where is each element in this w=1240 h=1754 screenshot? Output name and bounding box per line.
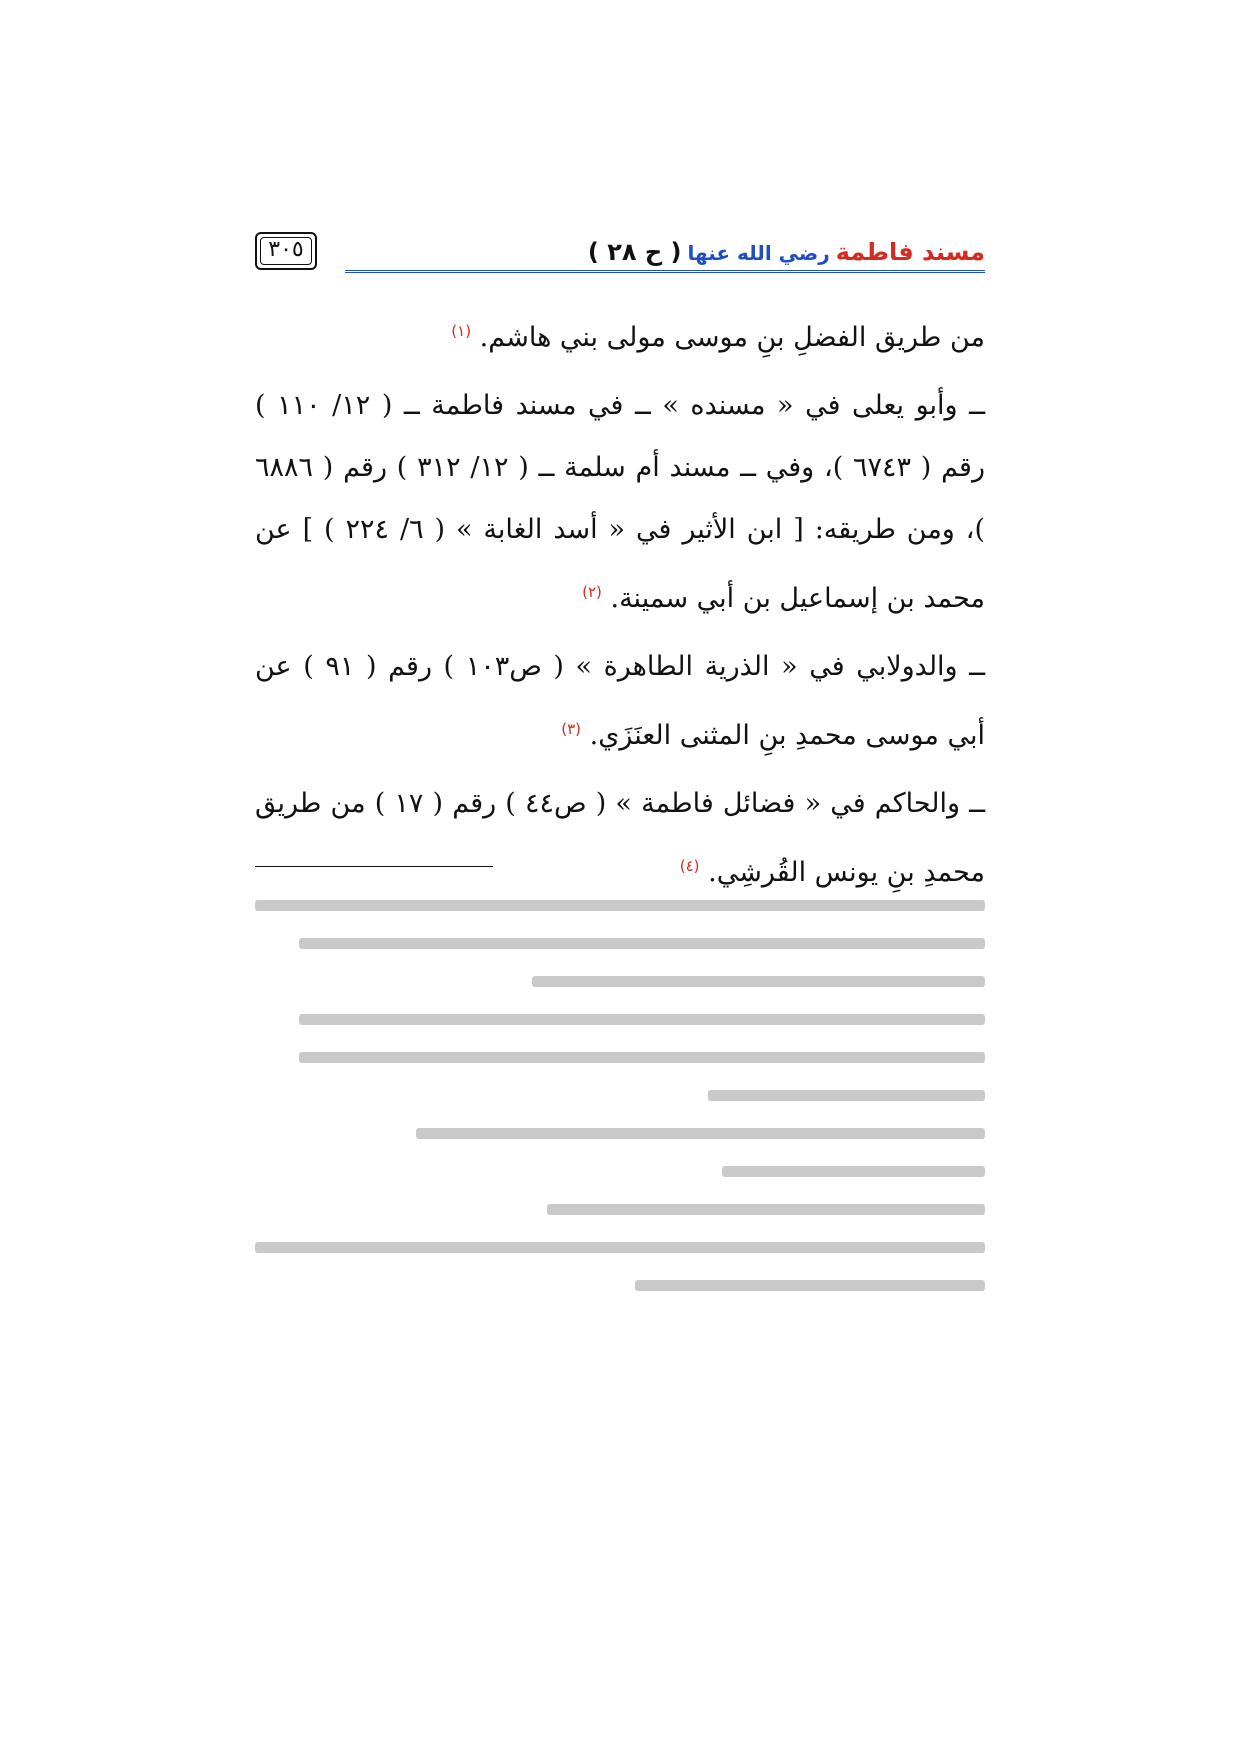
placeholder-line [255, 1242, 985, 1253]
placeholder-line [708, 1090, 985, 1101]
footnote-marker: (٣) [561, 720, 582, 738]
paragraph [255, 300, 985, 369]
placeholder-line [255, 900, 985, 911]
paragraph [255, 773, 985, 904]
footnotes-placeholder [255, 900, 985, 1318]
footnote-separator [255, 866, 493, 867]
page-number: ٣٠٥ [255, 232, 317, 270]
paragraph-text: ــ وأبو يعلى في « مسنده » ــ في مسند فاطمة ــ ( ١٢/ ١١٠ ) رقم ( ٦٧٤٣ )، وفي ــ مسند أم سلمة ــ ( ١٢/ ٣١٢ ) رقم ( ٦٨٨٦ )، ومن طريقه: [ ابن الأثير في « أسد الغابة » ( ٦/ ٢٢٤ ) ] عن محمد بن إسماعيل بن أبي سمينة. [255, 390, 985, 614]
placeholder-line [299, 938, 985, 949]
paragraph-text: ــ والحاكم في « فضائل فاطمة » ( ص٤٤ ) رقم ( ١٧ ) من طريق محمدِ بنِ يونس القُرشِي. [255, 788, 985, 888]
placeholder-line [299, 1014, 985, 1025]
footnote-marker: (١) [451, 322, 472, 340]
page-header [255, 238, 985, 278]
paragraph [255, 636, 985, 767]
paragraph-text: ــ والدولابي في « الذرية الطاهرة » ( ص١٠٣ ) رقم ( ٩١ ) عن أبي موسى محمدِ بنِ المثنى العنَزَي. [255, 651, 985, 751]
placeholder-line [722, 1166, 985, 1177]
paragraph-text: من طريق الفضلِ بنِ موسى مولى بني هاشم. [479, 322, 985, 353]
hadith-reference: ( ح ٢٨ ) [587, 238, 682, 266]
footnote-marker: (٢) [582, 583, 602, 601]
running-title [588, 238, 985, 266]
header-rule [345, 270, 985, 273]
placeholder-line [299, 1052, 985, 1063]
main-text [255, 300, 985, 910]
paragraph [255, 375, 985, 630]
placeholder-line [416, 1128, 985, 1139]
placeholder-line [532, 976, 985, 987]
honorific-calligraphy: رضي الله عنها [687, 241, 830, 265]
running-title-main: مسند فاطمة [835, 238, 985, 266]
placeholder-line [547, 1204, 985, 1215]
footnote-marker: (٤) [679, 857, 700, 875]
placeholder-line [635, 1280, 985, 1291]
